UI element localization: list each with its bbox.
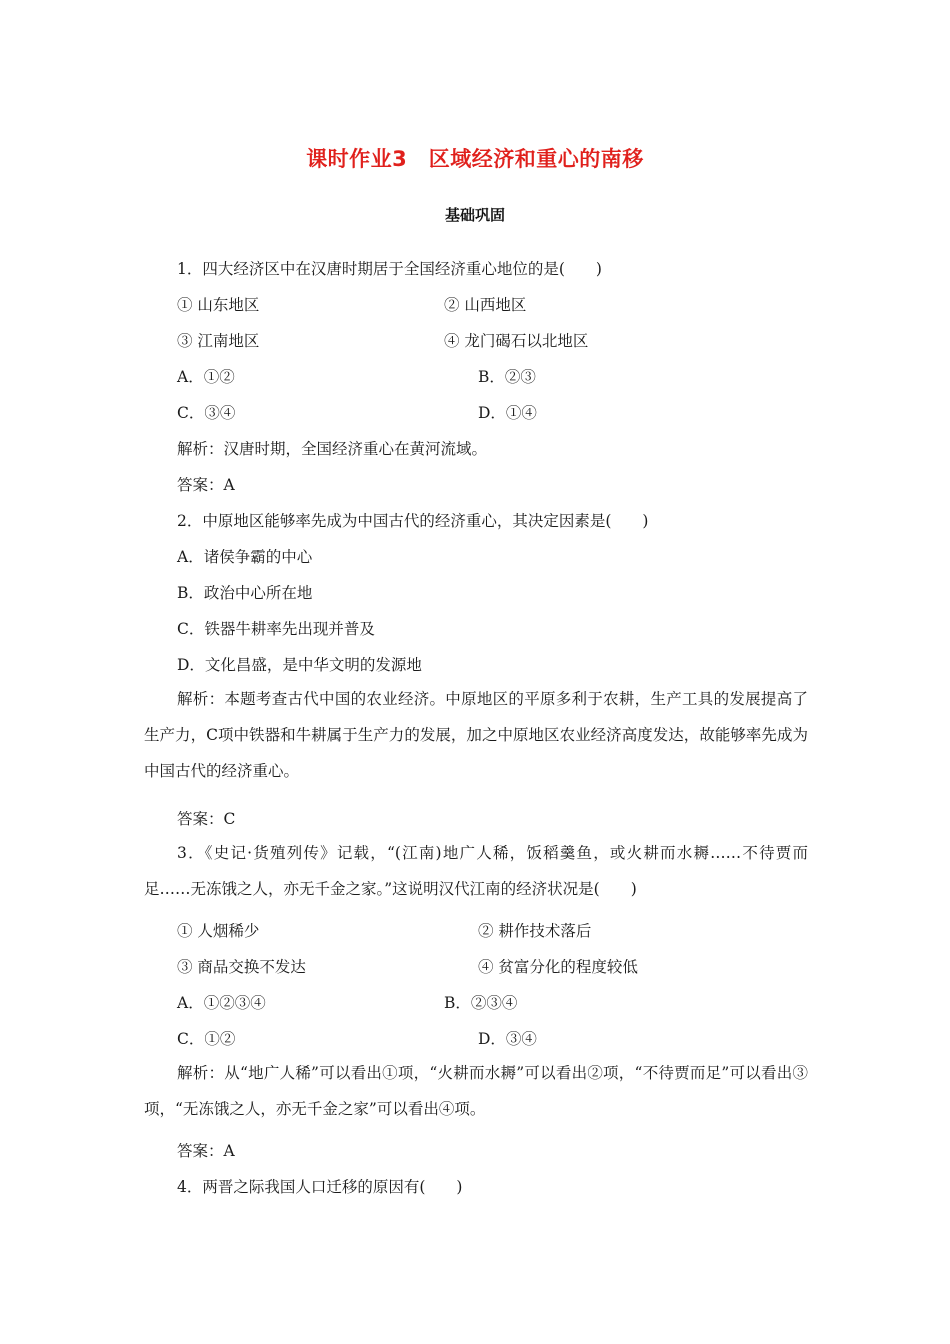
section-heading: 基础巩固 xyxy=(444,206,505,224)
question-1-option-c: C．③④ xyxy=(177,404,236,422)
question-3-stem: 3．《史记·货殖列传》记载，“(江南)地广人稀，饭稻羹鱼，或火耕而水耨……不待贾而足……无冻饿之人，亦无千金之家。”这说明汉代江南的经济状况是( ) xyxy=(144,844,808,898)
question-1-option-a: A．①② xyxy=(177,368,235,386)
question-3-option-d: D．③④ xyxy=(478,1030,537,1048)
question-3-item-3: ③ 商品交换不发达 xyxy=(177,958,306,976)
question-2-option-c: C．铁器牛耕率先出现并普及 xyxy=(177,620,375,638)
question-1-item-1: ① 山东地区 xyxy=(177,296,260,314)
page-title: 课时作业3 区域经济和重心的南移 xyxy=(306,147,644,171)
question-3-option-b: B．②③④ xyxy=(444,994,518,1012)
question-1-stem: 1．四大经济区中在汉唐时期居于全国经济重心地位的是( ) xyxy=(177,260,602,278)
question-1-item-4: ④ 龙门碣石以北地区 xyxy=(444,332,589,350)
question-1-option-b: B．②③ xyxy=(478,368,536,386)
question-2-answer: 答案：C xyxy=(177,810,236,828)
question-2-analysis: 解析：本题考查古代中国的农业经济。中原地区的平原多利于农耕，生产工具的发展提高了生产力，C项中铁器和牛耕属于生产力的发展，加之中原地区农业经济高度发达，故能够率先成为中国古代的经济重心。 xyxy=(144,690,808,780)
question-3-item-2: ② 耕作技术落后 xyxy=(478,922,592,940)
question-4-stem: 4．两晋之际我国人口迁移的原因有( ) xyxy=(177,1178,463,1196)
question-2-option-b: B．政治中心所在地 xyxy=(177,584,313,602)
question-3-item-1: ① 人烟稀少 xyxy=(177,922,260,940)
question-2-stem: 2．中原地区能够率先成为中国古代的经济重心，其决定因素是( ) xyxy=(177,512,649,530)
question-1-item-2: ② 山西地区 xyxy=(444,296,527,314)
question-3-answer: 答案：A xyxy=(177,1142,235,1160)
question-3-option-a: A．①②③④ xyxy=(177,994,266,1012)
question-3-item-4: ④ 贫富分化的程度较低 xyxy=(478,958,638,976)
question-2-option-a: A．诸侯争霸的中心 xyxy=(177,548,313,566)
question-3-option-c: C．①② xyxy=(177,1030,236,1048)
question-1-option-d: D．①④ xyxy=(478,404,537,422)
question-2-option-d: D．文化昌盛，是中华文明的发源地 xyxy=(177,656,422,674)
question-1-item-3: ③ 江南地区 xyxy=(177,332,260,350)
question-3-analysis: 解析：从“地广人稀”可以看出①项，“火耕而水耨”可以看出②项，“不待贾而足”可以看出③项，“无冻饿之人，亦无千金之家”可以看出④项。 xyxy=(144,1064,808,1118)
question-1-answer: 答案：A xyxy=(177,476,235,494)
question-1-analysis: 解析：汉唐时期，全国经济重心在黄河流域。 xyxy=(177,440,488,458)
